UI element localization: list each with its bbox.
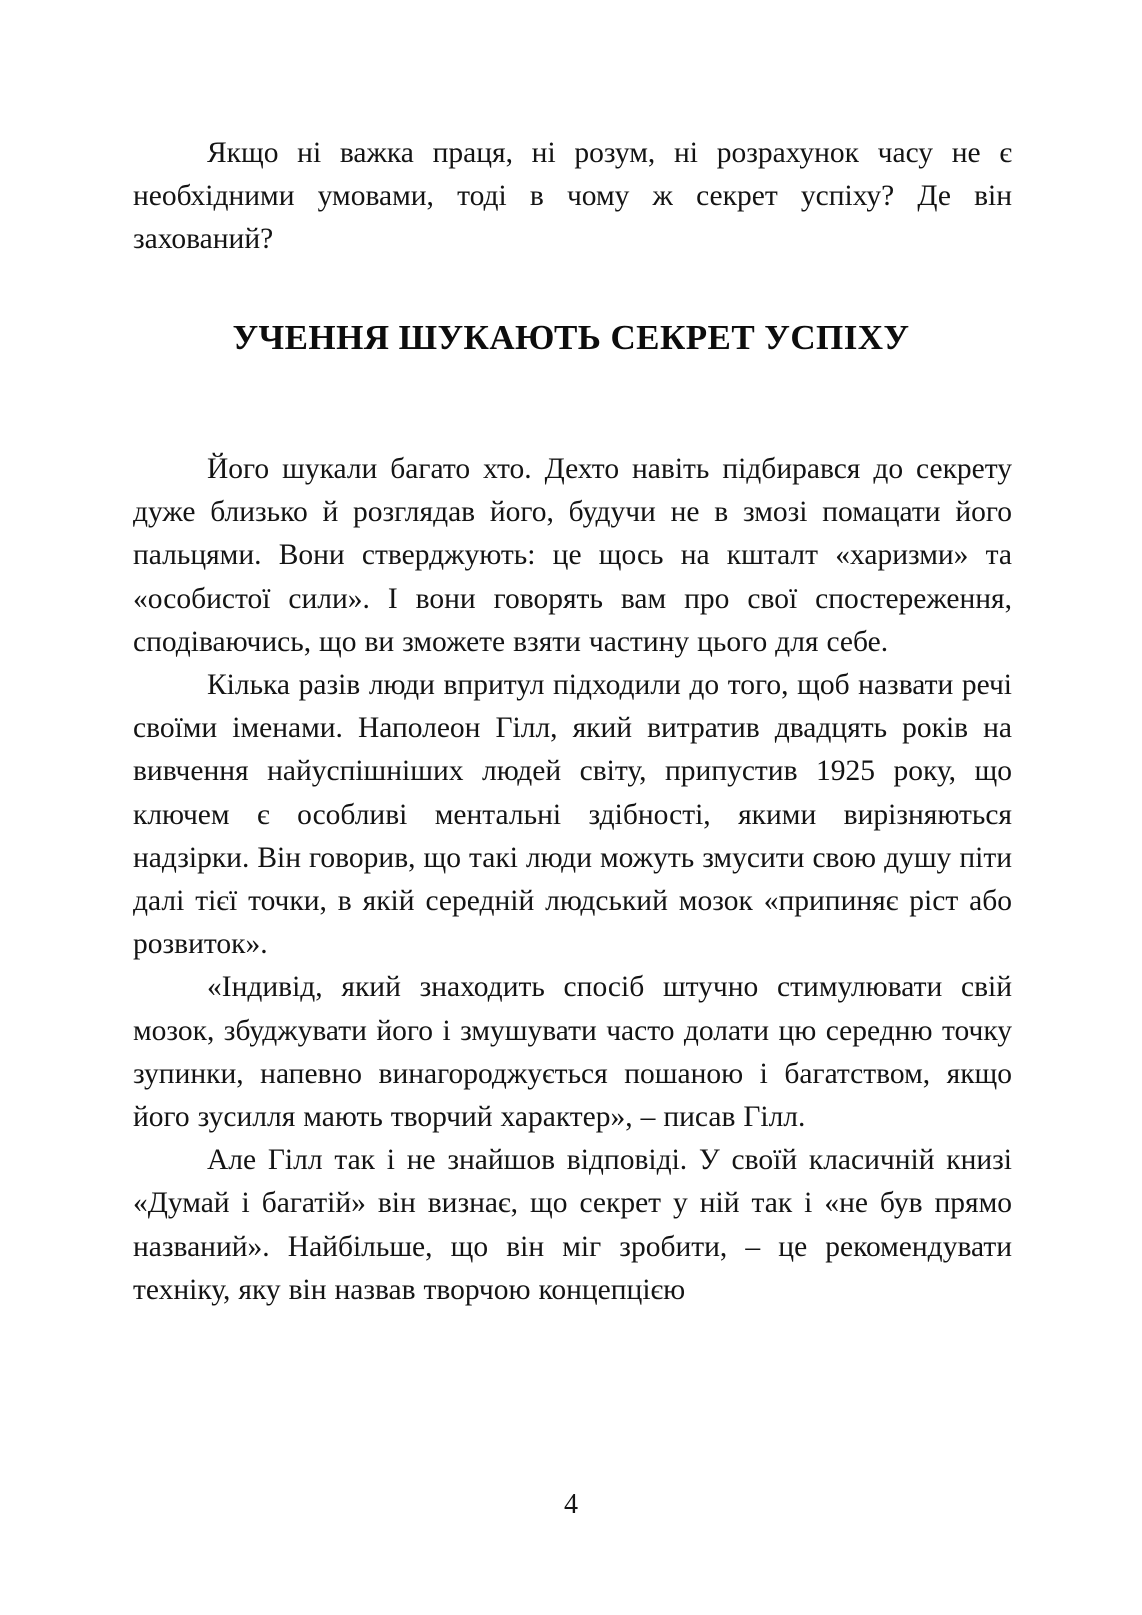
body-paragraph-3: «Індивід, який знаходить спосіб штучно стимулювати свій мозок, збуджувати його і змушувати часто долати цю середню точку зупинки, напевно винагороджується пошаною і багатством, якщо його зусилля мають творчий характер», – писав Гілл. (133, 971, 1012, 1134)
chapter-heading: УЧЕННЯ ШУКАЮТЬ СЕКРЕТ УСПІХУ (232, 318, 910, 357)
body-paragraph-2: Кілька разів люди впритул підходили до того, щоб назвати речі своїми іменами. Наполеон Гілл, який витратив двадцять років на вивчення найуспішніших людей світу, припустив 1925 року, що ключем є особливі ментальні здібності, якими вирізняються надзірки. Він говорив, що такі люди можуть змусити свою душу піти далі тієї точки, в якій середній людський мозок «припиняє ріст або розвиток». (133, 669, 1012, 961)
body-text-block (133, 448, 1012, 1312)
intro-text-block (133, 132, 1012, 262)
intro-paragraph: Якщо ні важка праця, ні розум, ні розрахунок часу не є необхідними умовами, тоді в чому ж секрет успіху? Де він захований? (133, 137, 1012, 256)
body-paragraph-1: Його шукали багато хто. Дехто навіть підбирався до секрету дуже близько й розглядав його, будучи не в змозі помацати його пальцями. Вони стверджують: це щось на кшталт «харизми» та «особистої сили». І вони говорять вам про свої спостереження, сподіваючись, що ви зможете взяти частину цього для себе. (133, 453, 1012, 658)
body-paragraph-4: Але Гілл так і не знайшов відповіді. У своїй класичній книзі «Думай і багатій» він визнає, що секрет у ній так і «не був прямо названий». Найбільше, що він міг зробити, – це рекомендувати техніку, яку він назвав творчою концепцією (133, 1144, 1012, 1306)
page-number: 4 (564, 1489, 578, 1520)
